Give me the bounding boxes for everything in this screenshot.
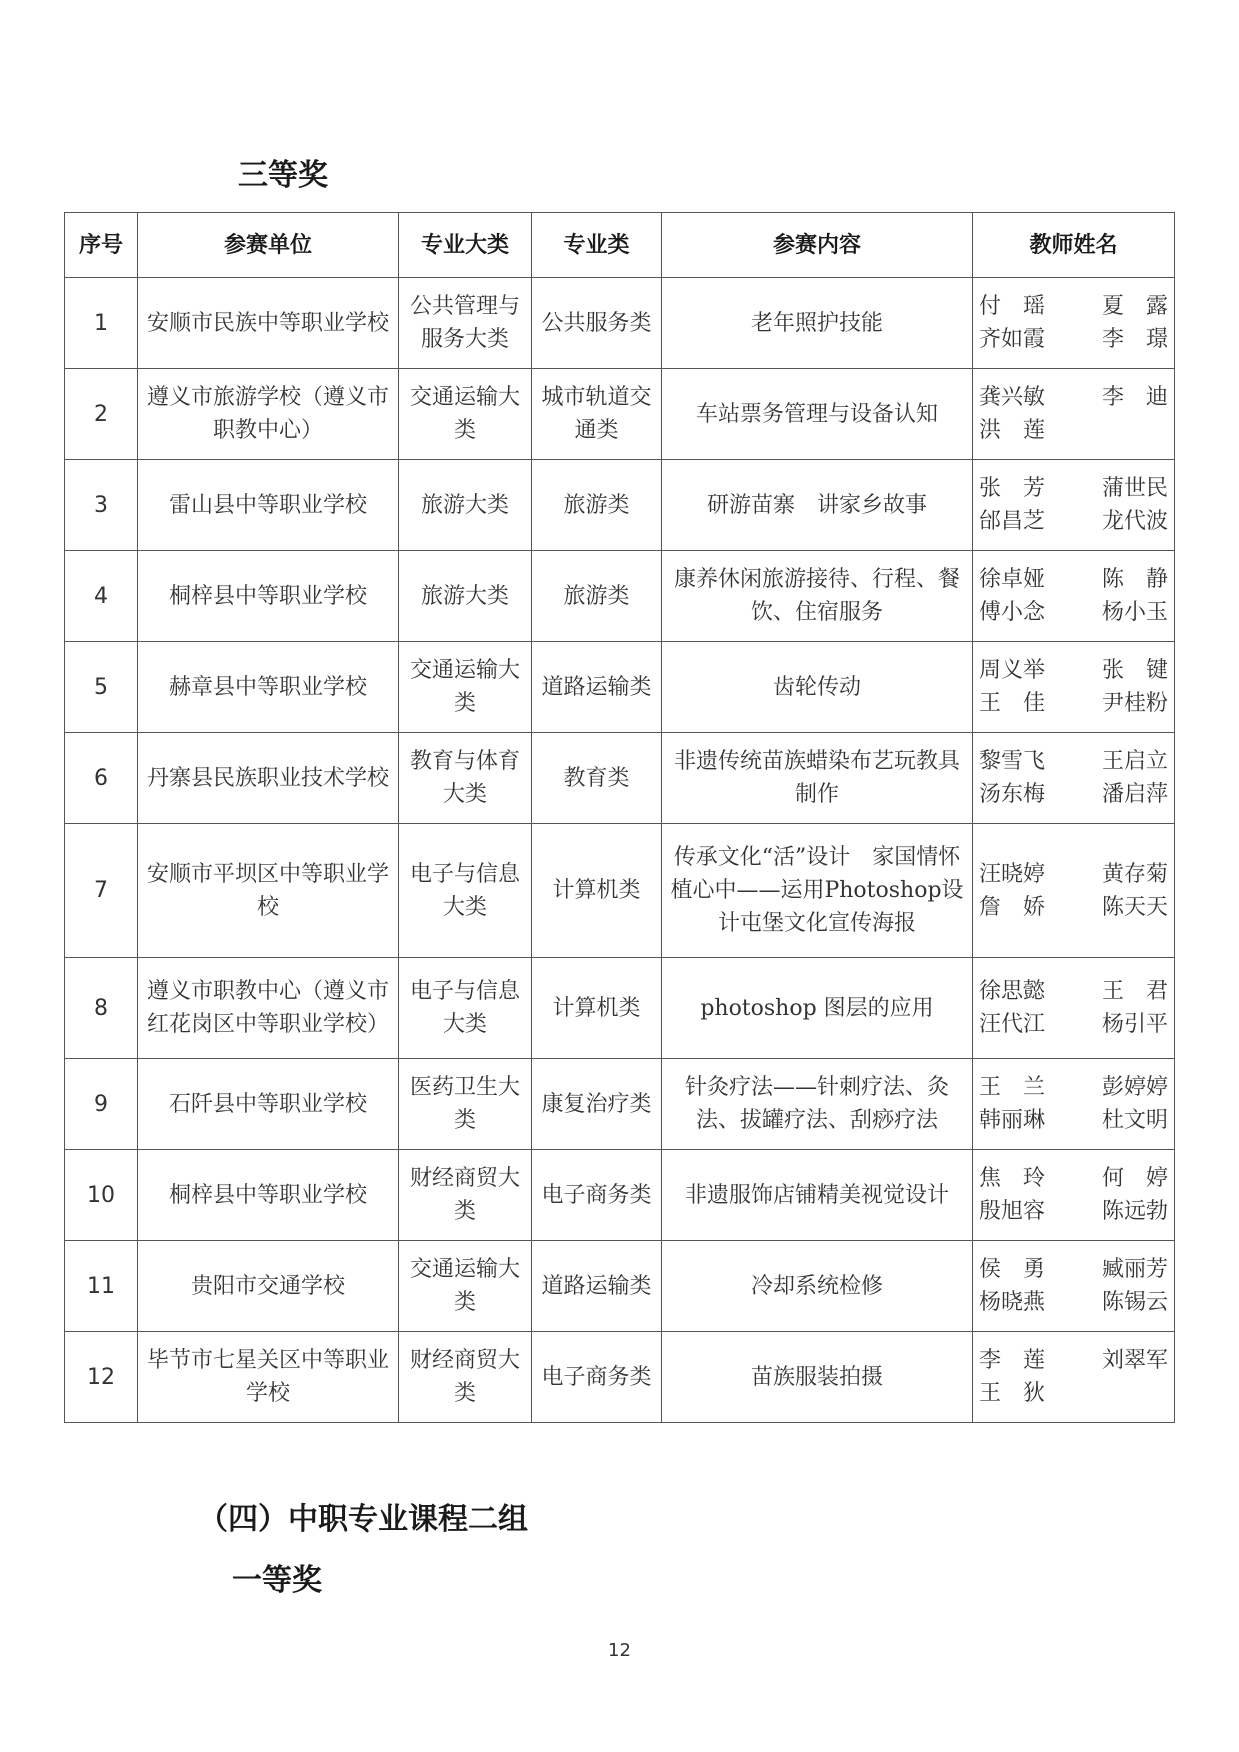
participating-unit: 遵义市职教中心（遵义市红花岗区中等职业学校） xyxy=(138,958,399,1059)
row-number: 3 xyxy=(65,460,138,551)
teacher-line xyxy=(979,745,1168,778)
teacher-name: 王 兰 xyxy=(979,1075,1046,1100)
participating-unit: 雷山县中等职业学校 xyxy=(138,460,399,551)
competition-content: 苗族服装拍摄 xyxy=(662,1332,973,1423)
teacher-line xyxy=(979,1377,1168,1410)
competition-content: 车站票务管理与设备认知 xyxy=(662,369,973,460)
teacher-name: 黎雪飞 xyxy=(979,749,1046,774)
major-class: 计算机类 xyxy=(532,824,662,958)
table-body xyxy=(65,278,1175,1423)
teacher-name: 詹 娇 xyxy=(979,894,1046,920)
teacher-name: 徐卓娅 xyxy=(979,567,1046,592)
teacher-names xyxy=(973,1150,1175,1241)
major-category: 教育与体育大类 xyxy=(399,733,532,824)
teacher-name: 龙代波 xyxy=(1101,509,1168,534)
major-class: 教育类 xyxy=(532,733,662,824)
teacher-name: 张 芳 xyxy=(979,476,1046,501)
teacher-name: 夏 露 xyxy=(1101,294,1168,319)
major-class: 道路运输类 xyxy=(532,1241,662,1332)
row-number: 6 xyxy=(65,733,138,824)
teacher-line xyxy=(979,1162,1168,1195)
teacher-name: 陈锡云 xyxy=(1101,1290,1168,1315)
teacher-line xyxy=(979,381,1168,414)
participating-unit: 桐梓县中等职业学校 xyxy=(138,1150,399,1241)
teacher-line xyxy=(979,290,1168,323)
row-number: 4 xyxy=(65,551,138,642)
teacher-name: 傅小念 xyxy=(979,600,1046,625)
first-prize-heading: 一等奖 xyxy=(232,1563,322,1598)
teacher-names xyxy=(973,551,1175,642)
teacher-name: 周义举 xyxy=(979,658,1046,683)
teacher-line xyxy=(979,414,1168,447)
participating-unit: 石阡县中等职业学校 xyxy=(138,1059,399,1150)
teacher-name: 汤东梅 xyxy=(979,782,1046,807)
third-prize-heading: 三等奖 xyxy=(238,158,328,193)
major-class: 旅游类 xyxy=(532,551,662,642)
table-row xyxy=(65,1059,1175,1150)
major-category: 旅游大类 xyxy=(399,460,532,551)
competition-content: 冷却系统检修 xyxy=(662,1241,973,1332)
teacher-name: 汪晓婷 xyxy=(979,861,1046,887)
teacher-name: 刘翠军 xyxy=(1101,1348,1168,1373)
participating-unit: 毕节市七星关区中等职业学校 xyxy=(138,1332,399,1423)
table-row xyxy=(65,369,1175,460)
major-class: 康复治疗类 xyxy=(532,1059,662,1150)
teacher-name: 王 佳 xyxy=(979,691,1046,716)
major-class: 计算机类 xyxy=(532,958,662,1059)
table-row xyxy=(65,551,1175,642)
teacher-names xyxy=(973,958,1175,1059)
teacher-names xyxy=(973,824,1175,958)
teacher-line xyxy=(979,596,1168,629)
major-class: 旅游类 xyxy=(532,460,662,551)
teacher-name: 齐如霞 xyxy=(979,327,1046,352)
major-category: 财经商贸大类 xyxy=(399,1332,532,1423)
teacher-name: 李 迪 xyxy=(1101,385,1168,410)
teacher-names xyxy=(973,1059,1175,1150)
row-number: 12 xyxy=(65,1332,138,1423)
table-row xyxy=(65,278,1175,369)
table-header-row xyxy=(65,213,1175,278)
teacher-line xyxy=(979,323,1168,356)
participating-unit: 贵阳市交通学校 xyxy=(138,1241,399,1332)
major-class: 电子商务类 xyxy=(532,1332,662,1423)
teacher-name: 洪 莲 xyxy=(979,418,1046,443)
major-class: 道路运输类 xyxy=(532,642,662,733)
col-header-content: 参赛内容 xyxy=(662,213,973,278)
teacher-name: 何 婷 xyxy=(1101,1166,1168,1191)
table-row xyxy=(65,1241,1175,1332)
major-category: 电子与信息大类 xyxy=(399,958,532,1059)
teacher-line xyxy=(979,975,1168,1008)
col-header-unit: 参赛单位 xyxy=(138,213,399,278)
table-row xyxy=(65,1150,1175,1241)
teacher-name: 殷旭容 xyxy=(979,1199,1046,1224)
participating-unit: 赫章县中等职业学校 xyxy=(138,642,399,733)
table-row xyxy=(65,958,1175,1059)
major-category: 交通运输大类 xyxy=(399,1241,532,1332)
teacher-name: 王 君 xyxy=(1101,979,1168,1004)
col-header-teachers: 教师姓名 xyxy=(973,213,1175,278)
row-number: 8 xyxy=(65,958,138,1059)
competition-content: 齿轮传动 xyxy=(662,642,973,733)
teacher-name: 尹桂粉 xyxy=(1101,691,1168,716)
teacher-name: 徐思懿 xyxy=(979,979,1046,1004)
teacher-line xyxy=(979,891,1168,924)
major-category: 旅游大类 xyxy=(399,551,532,642)
teacher-name: 黄存菊 xyxy=(1101,861,1168,887)
row-number: 11 xyxy=(65,1241,138,1332)
participating-unit: 安顺市平坝区中等职业学校 xyxy=(138,824,399,958)
teacher-name: 杨小玉 xyxy=(1101,600,1168,625)
participating-unit: 丹寨县民族职业技术学校 xyxy=(138,733,399,824)
teacher-name: 蒲世民 xyxy=(1101,476,1168,501)
teacher-line xyxy=(979,1008,1168,1041)
competition-content: 非遗传统苗族蜡染布艺玩教具制作 xyxy=(662,733,973,824)
major-category: 交通运输大类 xyxy=(399,369,532,460)
participating-unit: 桐梓县中等职业学校 xyxy=(138,551,399,642)
teacher-line xyxy=(979,778,1168,811)
teacher-line xyxy=(979,1286,1168,1319)
teacher-name: 彭婷婷 xyxy=(1101,1075,1168,1100)
teacher-name: 臧丽芳 xyxy=(1101,1257,1168,1282)
teacher-line xyxy=(979,505,1168,538)
table-row xyxy=(65,1332,1175,1423)
competition-content: 针灸疗法——针刺疗法、灸法、拔罐疗法、刮痧疗法 xyxy=(662,1059,973,1150)
teacher-names xyxy=(973,1241,1175,1332)
teacher-name: 杜文明 xyxy=(1101,1108,1168,1133)
teacher-name: 付 瑶 xyxy=(979,294,1046,319)
row-number: 9 xyxy=(65,1059,138,1150)
teacher-name: 龚兴敏 xyxy=(979,385,1046,410)
teacher-names xyxy=(973,1332,1175,1423)
teacher-name: 杨引平 xyxy=(1101,1012,1168,1037)
row-number: 5 xyxy=(65,642,138,733)
teacher-name: 王 狄 xyxy=(979,1381,1046,1406)
table-row xyxy=(65,460,1175,551)
teacher-line xyxy=(979,858,1168,891)
competition-content: 研游苗寨 讲家乡故事 xyxy=(662,460,973,551)
awards-table xyxy=(64,212,1175,1423)
teacher-name: 杨晓燕 xyxy=(979,1290,1046,1315)
section-heading: （四）中职专业课程二组 xyxy=(198,1502,528,1537)
competition-content: 非遗服饰店铺精美视觉设计 xyxy=(662,1150,973,1241)
teacher-names xyxy=(973,278,1175,369)
teacher-name: 陈远勃 xyxy=(1101,1199,1168,1224)
teacher-line xyxy=(979,1195,1168,1228)
table-row xyxy=(65,642,1175,733)
teacher-line xyxy=(979,1344,1168,1377)
teacher-line xyxy=(979,654,1168,687)
competition-content: photoshop 图层的应用 xyxy=(662,958,973,1059)
row-number: 1 xyxy=(65,278,138,369)
teacher-line xyxy=(979,1104,1168,1137)
col-header-major-class: 专业类 xyxy=(532,213,662,278)
col-header-major-category: 专业大类 xyxy=(399,213,532,278)
teacher-name: 焦 玲 xyxy=(979,1166,1046,1191)
teacher-name: 韩丽琳 xyxy=(979,1108,1046,1133)
teacher-name: 侯 勇 xyxy=(979,1257,1046,1282)
participating-unit: 安顺市民族中等职业学校 xyxy=(138,278,399,369)
major-category: 医药卫生大类 xyxy=(399,1059,532,1150)
teacher-line xyxy=(979,1253,1168,1286)
teacher-name: 李 璟 xyxy=(1101,327,1168,352)
teacher-name: 邰昌芝 xyxy=(979,509,1046,534)
teacher-line xyxy=(979,1071,1168,1104)
teacher-line xyxy=(979,687,1168,720)
col-header-no: 序号 xyxy=(65,213,138,278)
teacher-names xyxy=(973,460,1175,551)
participating-unit: 遵义市旅游学校（遵义市职教中心） xyxy=(138,369,399,460)
teacher-name: 陈天天 xyxy=(1101,894,1168,920)
teacher-name: 陈 静 xyxy=(1101,567,1168,592)
major-class: 公共服务类 xyxy=(532,278,662,369)
major-category: 交通运输大类 xyxy=(399,642,532,733)
page-number: 12 xyxy=(608,1640,631,1661)
competition-content: 康养休闲旅游接待、行程、餐饮、住宿服务 xyxy=(662,551,973,642)
major-category: 公共管理与服务大类 xyxy=(399,278,532,369)
row-number: 7 xyxy=(65,824,138,958)
major-category: 财经商贸大类 xyxy=(399,1150,532,1241)
teacher-name: 王启立 xyxy=(1101,749,1168,774)
row-number: 10 xyxy=(65,1150,138,1241)
teacher-name: 汪代江 xyxy=(979,1012,1046,1037)
major-class: 电子商务类 xyxy=(532,1150,662,1241)
table-row xyxy=(65,824,1175,958)
teacher-line xyxy=(979,472,1168,505)
table-row xyxy=(65,733,1175,824)
teacher-line xyxy=(979,563,1168,596)
competition-content: 老年照护技能 xyxy=(662,278,973,369)
teacher-name: 张 键 xyxy=(1101,658,1168,683)
teacher-names xyxy=(973,369,1175,460)
teacher-names xyxy=(973,642,1175,733)
teacher-name: 李 莲 xyxy=(979,1348,1046,1373)
major-category: 电子与信息大类 xyxy=(399,824,532,958)
teacher-name: 潘启萍 xyxy=(1101,782,1168,807)
competition-content: 传承文化“活”设计 家国情怀植心中——运用Photoshop设计屯堡文化宣传海报 xyxy=(662,824,973,958)
row-number: 2 xyxy=(65,369,138,460)
major-class: 城市轨道交通类 xyxy=(532,369,662,460)
teacher-names xyxy=(973,733,1175,824)
